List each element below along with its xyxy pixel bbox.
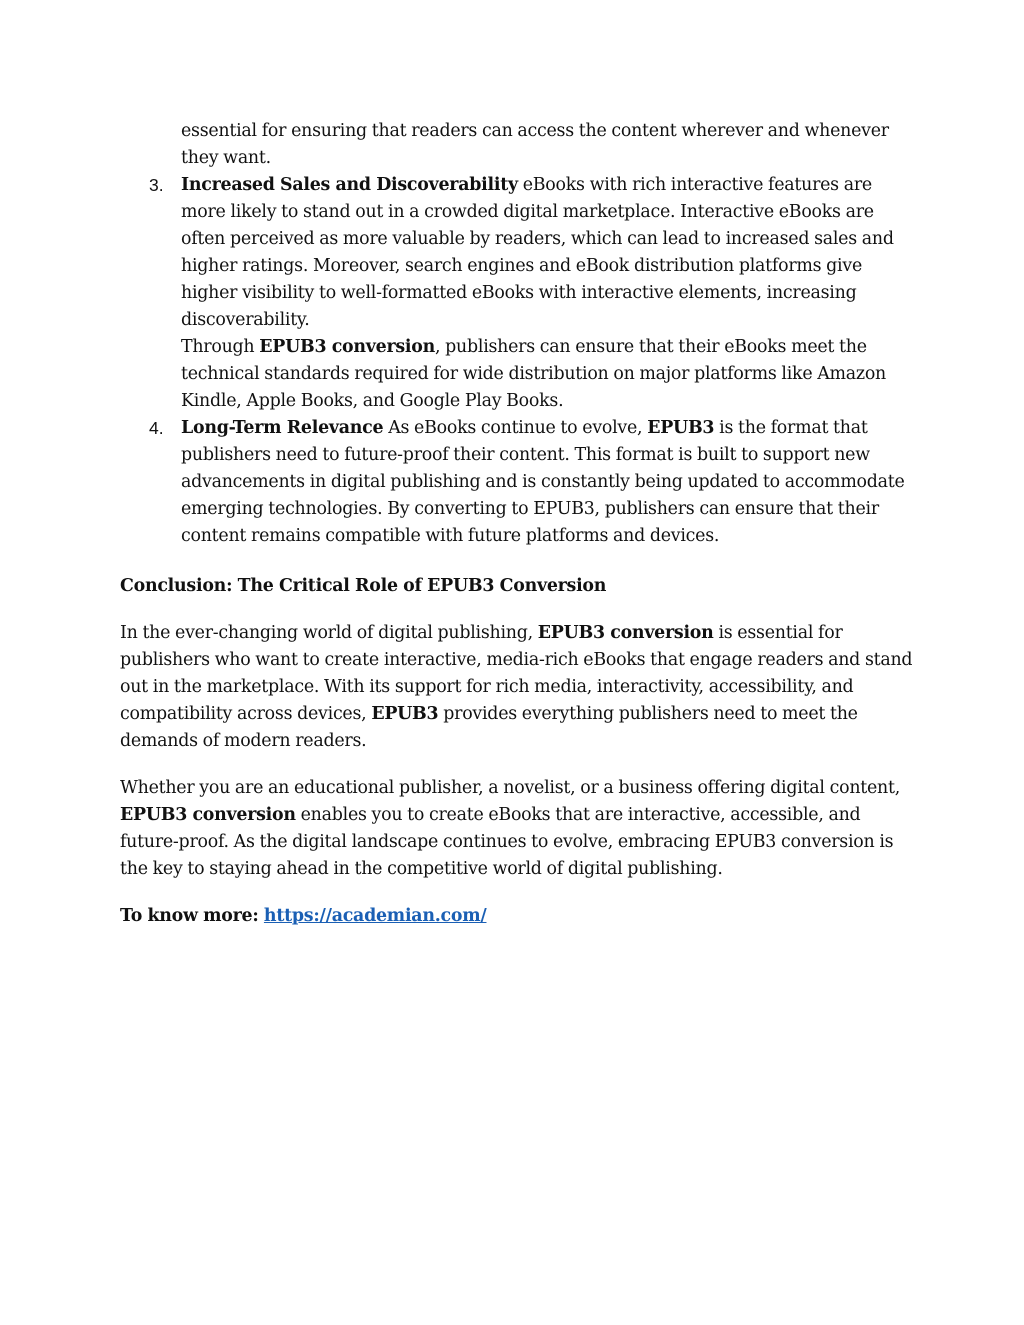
- list-number: 4.: [149, 418, 164, 438]
- sub-rest: , publishers can ensure that their eBooks meet the technical standards required for wide distribution on major platforms like Amazon Kindle, Apple Books, and Google Play Books.: [181, 337, 886, 411]
- continuation-text: essential for ensuring that readers can access the content wherever and whenever they want.: [181, 121, 889, 168]
- academian-link[interactable]: https://academian.com/: [263, 906, 487, 926]
- conclusion-paragraph-2: [120, 775, 920, 883]
- list-item-title: Long-Term Relevance: [181, 418, 384, 438]
- sub-bold-term: EPUB3 conversion: [259, 337, 436, 357]
- list-item-text: eBooks with rich interactive features are more likely to stand out in a crowded digital marketplace. Interactive eBooks are often perceived as more valuable by readers, which can lead to increased sales and higher ratings. Moreover, search engines and eBook distribution platforms give higher visibility to well-formatted eBooks with interactive elements, increasing discoverability.: [181, 175, 894, 330]
- continuation-paragraph: [120, 118, 920, 172]
- section-heading: Conclusion: The Critical Role of EPUB3 Conversion: [120, 576, 607, 596]
- know-more-line: [120, 903, 920, 930]
- para-text: is essential for publishers who want to create interactive, media-rich eBooks that engage readers and stand out in the marketplace. With its support for rich media, interactivity, accessibility, and compatibility across devices,: [120, 623, 913, 724]
- bold-term: EPUB3: [647, 418, 715, 438]
- para-text: Whether you are an educational publisher, a novelist, or a business offering digital content,: [120, 778, 901, 798]
- bold-term: EPUB3 conversion: [537, 623, 714, 643]
- document-page: [120, 118, 920, 930]
- para-text: enables you to create eBooks that are interactive, accessible, and future-proof. As the digital landscape continues to evolve, embracing EPUB3 conversion is the key to staying ahead in the competitive world of digital publishing.: [120, 805, 894, 879]
- para-text: In the ever-changing world of digital publishing,: [120, 623, 538, 643]
- list-item-text: As eBooks continue to evolve,: [383, 418, 648, 438]
- sub-prefix: Through: [181, 337, 260, 357]
- list-item-subparagraph: [181, 334, 920, 415]
- bold-term: EPUB3 conversion: [120, 805, 296, 825]
- bold-term: EPUB3: [371, 704, 439, 724]
- list-item-text-cont: is the format that publishers need to future-proof their content. This format is built to support new advancements in digital publishing and is constantly being updated to accommodate emerging technologies. By converting to EPUB3, publishers can ensure that their content remains compatible with future platforms and devices.: [181, 418, 905, 546]
- list-number: 3.: [149, 175, 164, 195]
- conclusion-paragraph-1: [120, 620, 920, 755]
- list-item-increased-sales: [120, 172, 920, 415]
- list-item-long-term-relevance: [120, 415, 920, 550]
- know-more-label: To know more:: [120, 906, 264, 926]
- para-text: provides everything publishers need to meet the demands of modern readers.: [120, 704, 858, 751]
- list-item-title: Increased Sales and Discoverability: [181, 175, 518, 195]
